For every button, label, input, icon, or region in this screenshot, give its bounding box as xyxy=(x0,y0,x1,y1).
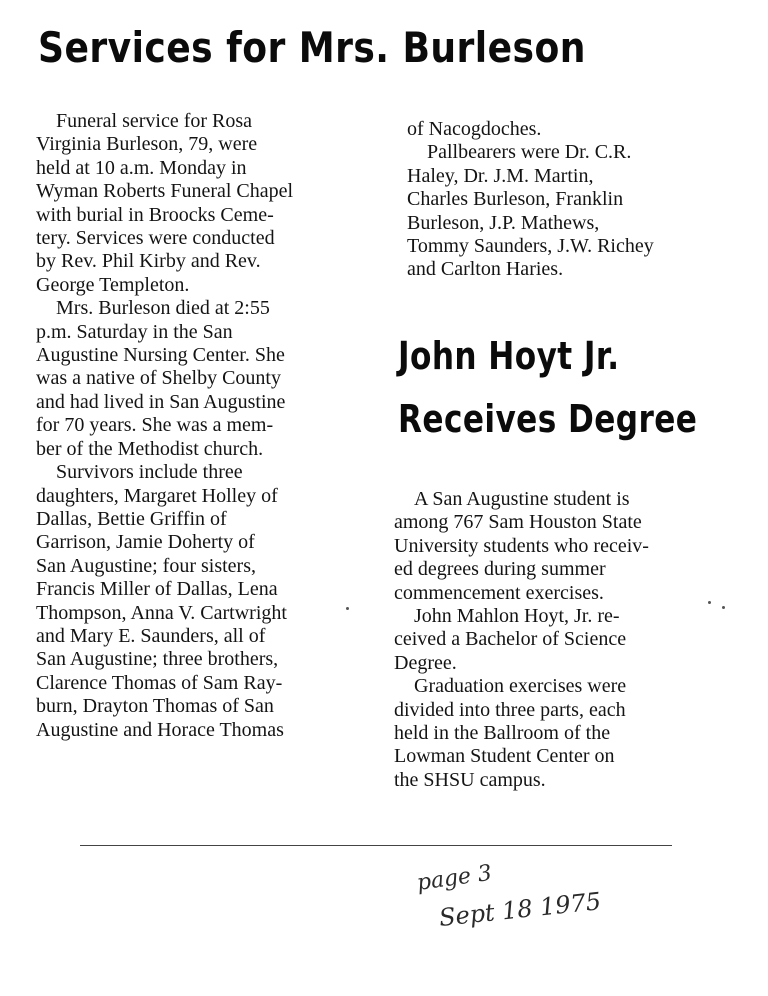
headline-hoyt-line-1: John Hoyt Jr. xyxy=(398,334,620,378)
article-line: Virginia Burleson, 79, were xyxy=(36,133,258,156)
article-line: Dallas, Bettie Griffin of xyxy=(36,507,227,530)
article-line: Pallbearers were Dr. C.R. xyxy=(407,141,632,164)
scan-speck xyxy=(722,606,725,609)
article-burleson-column-1 xyxy=(36,110,388,742)
article-line: Haley, Dr. J.M. Martin, xyxy=(407,164,594,187)
article-line: Garrison, Jamie Doherty of xyxy=(36,531,255,554)
handwritten-page-number: page 3 xyxy=(415,860,494,896)
article-line: Wyman Roberts Funeral Chapel xyxy=(36,180,294,203)
article-hoyt-body xyxy=(394,488,744,792)
article-line: and Carlton Haries. xyxy=(407,258,564,281)
article-line: Burleson, J.P. Mathews, xyxy=(407,211,600,234)
article-line: divided into three parts, each xyxy=(394,698,626,721)
article-line: Mrs. Burleson died at 2:55 xyxy=(36,297,270,320)
article-line: by Rev. Phil Kirby and Rev. xyxy=(36,250,261,273)
article-line: of Nacogdoches. xyxy=(407,118,542,140)
article-line: was a native of Shelby County xyxy=(36,367,281,390)
article-line: burn, Drayton Thomas of San xyxy=(36,695,274,718)
article-line: Thompson, Anna V. Cartwright xyxy=(36,601,287,624)
article-line: ed degrees during summer xyxy=(394,558,606,581)
article-line: San Augustine; three brothers, xyxy=(36,648,279,671)
article-line: commencement exercises. xyxy=(394,581,604,604)
article-line: with burial in Broocks Ceme- xyxy=(36,203,274,226)
article-line: Clarence Thomas of Sam Ray- xyxy=(36,671,283,694)
article-line: San Augustine; four sisters, xyxy=(36,554,256,577)
divider-rule xyxy=(80,845,672,846)
article-line: and had lived in San Augustine xyxy=(36,390,286,413)
handwritten-date: Sept 18 1975 xyxy=(437,887,603,932)
article-line: John Mahlon Hoyt, Jr. re- xyxy=(394,605,620,628)
article-line: Survivors include three xyxy=(36,461,243,484)
article-line: Augustine Nursing Center. She xyxy=(36,344,285,367)
article-line: Lowman Student Center on xyxy=(394,745,615,768)
article-line: held in the Ballroom of the xyxy=(394,722,611,745)
article-line: Graduation exercises were xyxy=(394,675,627,698)
article-line: ber of the Methodist church. xyxy=(36,437,264,460)
article-line: held at 10 a.m. Monday in xyxy=(36,156,247,179)
headline-services-burleson: Services for Mrs. Burleson xyxy=(38,23,586,72)
handwritten-annotation xyxy=(400,860,630,940)
article-line: A San Augustine student is xyxy=(394,488,630,510)
article-line: for 70 years. She was a mem- xyxy=(36,414,274,437)
scan-speck xyxy=(708,601,711,604)
article-line: Degree. xyxy=(394,651,457,674)
article-line: Francis Miller of Dallas, Lena xyxy=(36,578,278,601)
headline-hoyt-line-2: Receives Degree xyxy=(398,397,698,441)
article-line: University students who receiv- xyxy=(394,534,649,557)
article-line: ceived a Bachelor of Science xyxy=(394,628,627,651)
scan-speck xyxy=(346,607,349,610)
article-line: George Templeton. xyxy=(36,273,190,296)
article-line: tery. Services were conducted xyxy=(36,227,275,250)
article-burleson-column-2 xyxy=(407,118,757,282)
article-line: Funeral service for Rosa xyxy=(36,110,253,132)
article-line: Augustine and Horace Thomas xyxy=(36,718,284,741)
article-line: the SHSU campus. xyxy=(394,768,546,791)
article-line: p.m. Saturday in the San xyxy=(36,320,233,343)
article-line: Charles Burleson, Franklin xyxy=(407,188,624,211)
article-line: daughters, Margaret Holley of xyxy=(36,484,278,507)
article-line: among 767 Sam Houston State xyxy=(394,511,642,534)
article-line: and Mary E. Saunders, all of xyxy=(36,624,266,647)
article-line: Tommy Saunders, J.W. Richey xyxy=(407,235,654,258)
